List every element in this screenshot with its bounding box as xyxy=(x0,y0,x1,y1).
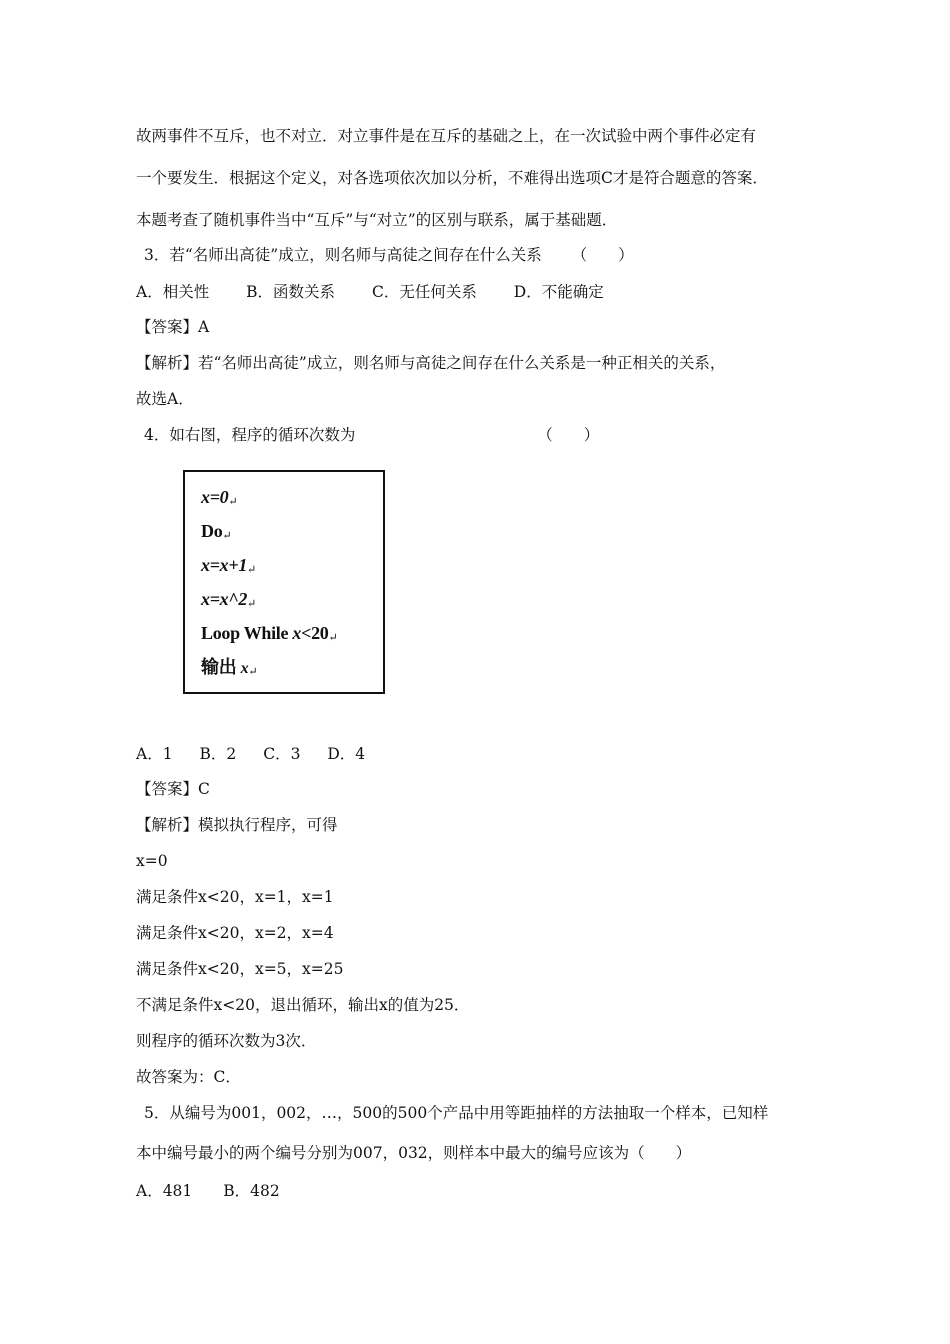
question-3-options xyxy=(136,282,604,302)
step-5: 不满足条件x<20，退出循环，输出x的值为25． xyxy=(136,996,470,1014)
option-d: D．不能确定 xyxy=(513,283,604,301)
step-6: 则程序的循环次数为3次． xyxy=(136,1032,317,1050)
question-3-conclusion: 故选A． xyxy=(136,390,194,408)
question-3-analysis: 【解析】若“名师出高徒”成立，则名师与高徒之间存在什么关系是一种正相关的关系， xyxy=(136,354,726,372)
step-3: 满足条件x<20，x=2，x=4 xyxy=(136,924,334,942)
option-c: C．3 xyxy=(263,745,301,763)
option-d: D．4 xyxy=(327,745,366,763)
question-3-text: 3．若“名师出高徒”成立，则名师与高徒之间存在什么关系 xyxy=(144,246,542,264)
option-a: A．相关性 xyxy=(136,283,210,301)
step-2: 满足条件x<20，x=1，x=1 xyxy=(136,888,334,906)
question-3-answer: 【答案】A xyxy=(136,318,210,336)
question-5-line-1: 5．从编号为001，002，…，500的500个产品中用等距抽样的方法抽取一个样本，已知样 xyxy=(144,1104,769,1122)
question-5-options xyxy=(136,1181,280,1201)
code-line-1: x=0↵ xyxy=(201,487,238,508)
code-line-4: x=x^2↵ xyxy=(201,589,256,610)
question-4 xyxy=(144,425,599,445)
code-line-3: x=x+1↵ xyxy=(201,555,256,576)
option-b: B．函数关系 xyxy=(246,283,336,301)
question-4-paren: （ ） xyxy=(537,426,600,444)
question-4-analysis: 【解析】模拟执行程序，可得 xyxy=(136,816,338,834)
question-3-paren: （ ） xyxy=(571,246,634,264)
step-1: x=0 xyxy=(136,852,168,870)
code-line-5: Loop While x<20↵ xyxy=(201,623,338,644)
line-3: 本题考查了随机事件当中“互斥”与“对立”的区别与联系，属于基础题． xyxy=(136,211,618,229)
question-4-options xyxy=(136,744,365,764)
line-2: 一个要发生．根据这个定义，对各选项依次加以分析，不难得出选项C才是符合题意的答案． xyxy=(136,169,768,187)
question-4-text: 4．如右图，程序的循环次数为 xyxy=(144,426,356,444)
step-7: 故答案为：C． xyxy=(136,1068,241,1086)
question-5-line-2: 本中编号最小的两个编号分别为007，032，则样本中最大的编号应该为（ ） xyxy=(136,1144,692,1162)
option-a: A．1 xyxy=(136,745,173,763)
option-b: B．2 xyxy=(199,745,237,763)
option-a: A．481 xyxy=(136,1182,193,1200)
option-c: C．无任何关系 xyxy=(371,283,477,301)
program-figure xyxy=(183,470,385,694)
code-line-2: Do↵ xyxy=(201,521,232,542)
line-1: 故两事件不互斥，也不对立．对立事件是在互斥的基础之上，在一次试验中两个事件必定有 xyxy=(136,127,757,145)
option-b: B．482 xyxy=(223,1182,280,1200)
question-3 xyxy=(144,245,634,265)
question-4-answer: 【答案】C xyxy=(136,780,210,798)
step-4: 满足条件x<20，x=5，x=25 xyxy=(136,960,344,978)
code-line-6: 输出 x↵ xyxy=(201,657,258,678)
